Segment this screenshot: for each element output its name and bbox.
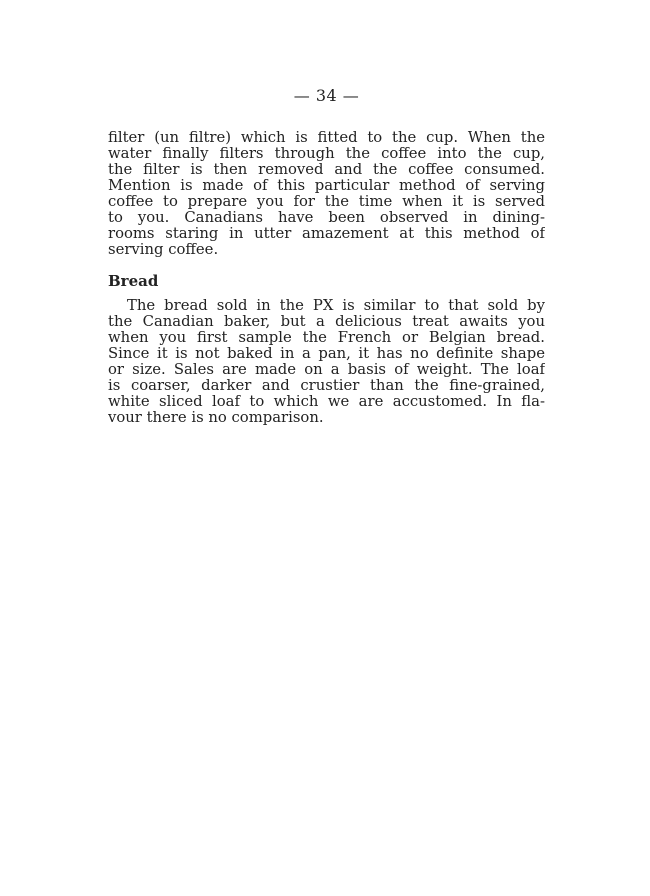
text-line: or size. Sales are made on a basis of weight. The loaf (108, 362, 545, 378)
text-line: water finally filters through the coffee into the cup, (108, 146, 545, 162)
text-line: when you first sample the French or Belgian bread. (108, 330, 545, 346)
text-line: Mention is made of this particular method of serving (108, 178, 545, 194)
paragraph-bread (108, 298, 545, 426)
text-line: filter (un filtre) which is fitted to the cup. When the (108, 130, 545, 146)
text-line: rooms staring in utter amazement at this method of (108, 226, 545, 242)
text-line: The bread sold in the PX is similar to that sold by (127, 298, 545, 314)
text-line: to you. Canadians have been observed in dining- (108, 210, 545, 226)
paragraph-coffee (108, 130, 545, 258)
text-line: white sliced loaf to which we are accustomed. In fla- (108, 394, 545, 410)
text-column (108, 130, 545, 426)
text-line: is coarser, darker and crustier than the fine-grained, (108, 378, 545, 394)
text-line: the filter is then removed and the coffee consumed. (108, 162, 545, 178)
text-line: the Canadian baker, but a delicious treat awaits you (108, 314, 545, 330)
page-number: — 34 — (293, 86, 360, 105)
section-heading-bread: Bread (108, 272, 159, 290)
text-line: Since it is not baked in a pan, it has no definite shape (108, 346, 545, 362)
text-line: coffee to prepare you for the time when it is served (108, 194, 545, 210)
text-line: vour there is no comparison. (108, 410, 324, 426)
text-line: serving coffee. (108, 242, 219, 258)
